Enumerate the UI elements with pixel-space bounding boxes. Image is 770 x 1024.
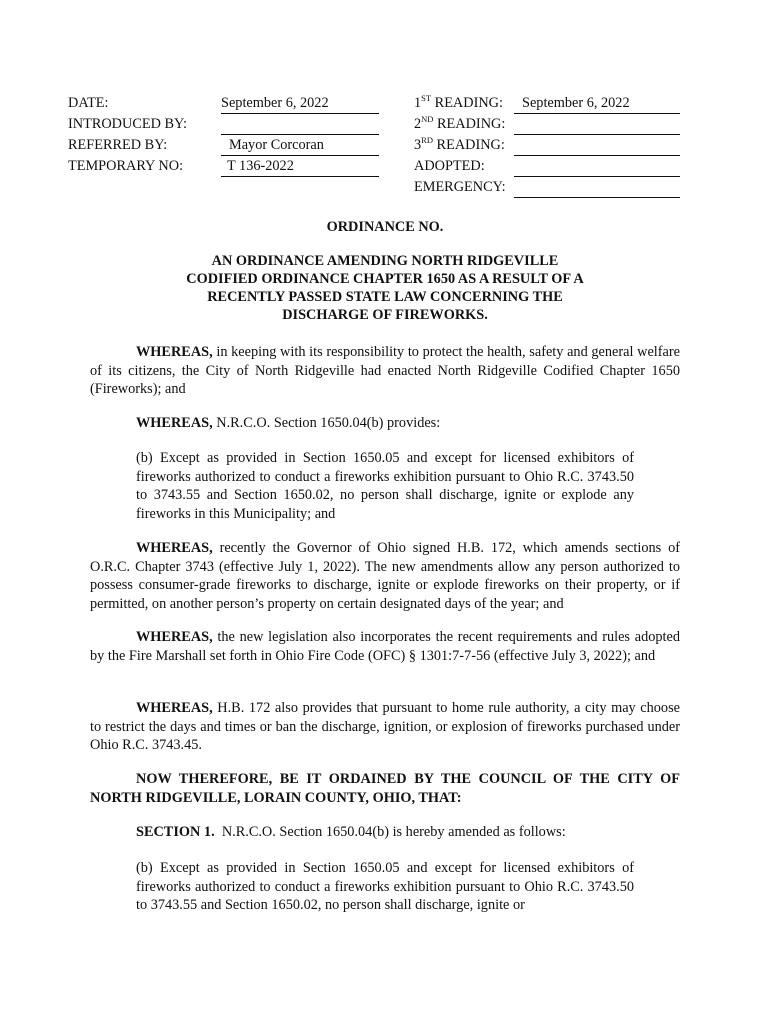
ordinance-number: ORDINANCE NO. <box>326 219 444 235</box>
title-line-4: DISCHARGE OF FIREWORKS. <box>282 307 488 323</box>
referred-by-underline <box>221 155 379 156</box>
date-value: September 6, 2022 <box>221 95 329 111</box>
referred-by-value: Mayor Corcoran <box>229 137 324 153</box>
adopted-underline <box>514 176 680 177</box>
first-reading-underline <box>514 113 680 114</box>
whereas-paragraph-5: WHEREAS, H.B. 172 also provides that pursuant to home rule authority, a city may choose to restrict the days and times or ban the discharge, ignition, or explosion of fireworks purchased under Ohio R.C. 3743.45. <box>90 700 680 753</box>
adopted-label: ADOPTED: <box>414 158 485 174</box>
whereas-paragraph-4: WHEREAS, the new legislation also incorporates the recent requirements and rules adopted by the Fire Marshall set forth in Ohio Fire Code (OFC) § 1301:7-7-56 (effective July 3, 2022); and <box>90 629 680 664</box>
third-reading-label: 3RD READING: <box>414 135 505 153</box>
date-underline <box>221 113 379 114</box>
whereas-paragraph-1: WHEREAS, in keeping with its responsibility to protect the health, safety and general welfare of its citizens, the City of North Ridgeville had enacted North Ridgeville Codified Chapter 1650 (Fireworks); and <box>90 344 680 397</box>
emergency-label: EMERGENCY: <box>414 179 506 195</box>
section-1-paragraph: SECTION 1. N.R.C.O. Section 1650.04(b) is hereby amended as follows: <box>136 824 566 840</box>
temporary-no-underline <box>221 176 379 177</box>
quoted-section-1: (b) Except as provided in Section 1650.05 and except for licensed exhibitors of fireworks authorized to conduct a fireworks exhibition pursuant to Ohio R.C. 3743.50 to 3743.55 and Section 1650.02, no person shall discharge, ignite or explode any fireworks in this Municipality; and <box>136 450 634 522</box>
title-line-2: CODIFIED ORDINANCE CHAPTER 1650 AS A RESULT OF A <box>186 271 584 287</box>
whereas-paragraph-2: WHEREAS, N.R.C.O. Section 1650.04(b) provides: <box>136 415 441 431</box>
second-reading-label: 2ND READING: <box>414 114 506 132</box>
third-reading-underline <box>514 155 680 156</box>
first-reading-value: September 6, 2022 <box>522 95 630 111</box>
whereas-paragraph-3: WHEREAS, recently the Governor of Ohio signed H.B. 172, which amends sections of O.R.C. Chapter 3743 (effective July 1, 2022). The new amendments allow any person authorized to possess consumer-grade fireworks to discharge, ignite or explode fireworks on their property, or if permitted, on another person’s property on certain designated days of the year; and <box>90 540 680 612</box>
introduced-by-underline <box>221 134 379 135</box>
introduced-by-label: INTRODUCED BY: <box>68 116 188 132</box>
referred-by-label: REFERRED BY: <box>68 137 168 153</box>
title-line-1: AN ORDINANCE AMENDING NORTH RIDGEVILLE <box>211 253 559 269</box>
date-label: DATE: <box>68 95 109 111</box>
quoted-section-2: (b) Except as provided in Section 1650.05 and except for licensed exhibitors of fireworks authorized to conduct a fireworks exhibition pursuant to Ohio R.C. 3743.50 to 3743.55 and Section 1650.02, no person shall discharge, ignite or <box>136 860 634 913</box>
second-reading-underline <box>514 134 680 135</box>
temporary-no-label: TEMPORARY NO: <box>68 158 184 174</box>
title-line-3: RECENTLY PASSED STATE LAW CONCERNING THE <box>207 289 563 305</box>
ordained-clause: NOW THEREFORE, BE IT ORDAINED BY THE COUNCIL OF THE CITY OF NORTH RIDGEVILLE, LORAIN COUNTY, OHIO, THAT: <box>90 771 680 806</box>
first-reading-label: 1ST READING: <box>414 93 503 111</box>
emergency-underline <box>514 197 680 198</box>
temporary-no-value: T 136-2022 <box>227 158 294 174</box>
